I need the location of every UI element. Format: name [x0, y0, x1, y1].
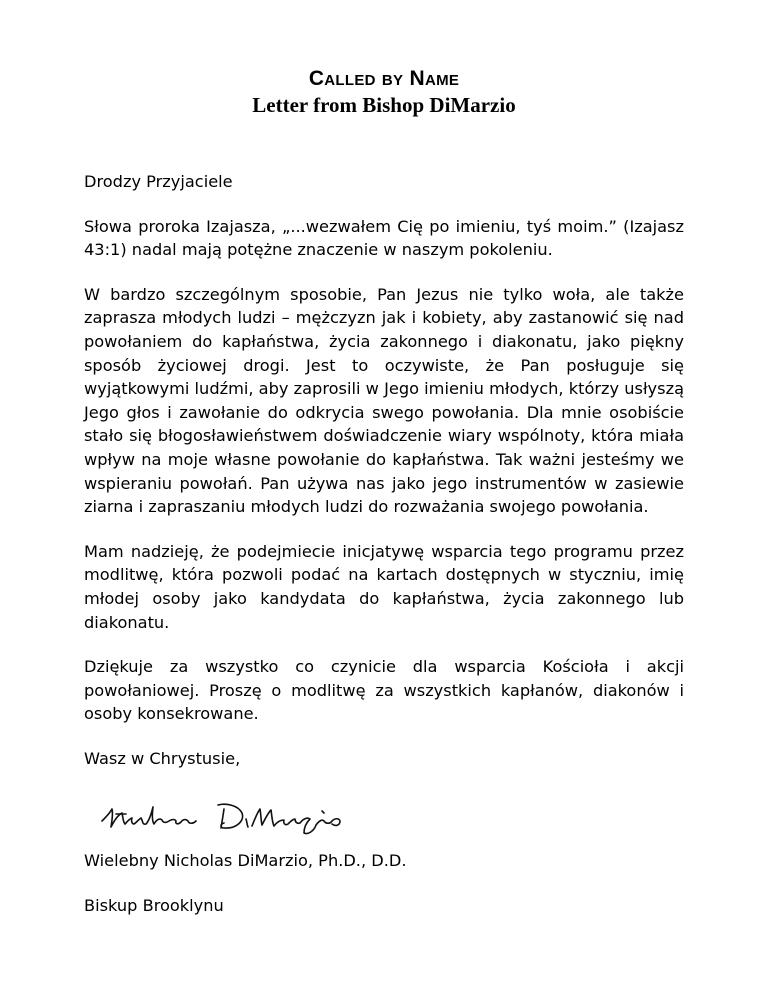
signer-name: Wielebny Nicholas DiMarzio, Ph.D., D.D.	[84, 851, 407, 871]
salutation: Drodzy Przyjaciele	[84, 172, 233, 191]
paragraph-1: Słowa proroka Izajasza, „...wezwałem Cię po imieniu, tyś moim.” (Izajasz 43:1) nadal mają potężne znaczenie w naszym pokoleniu.	[84, 216, 684, 260]
letter-body	[84, 170, 684, 939]
letter-subtitle: Letter from Bishop DiMarzio	[252, 93, 516, 117]
closing: Wasz w Chrystusie,	[84, 748, 241, 768]
handwritten-signature	[96, 791, 366, 843]
paragraph-4: Dziękuje za wszystko co czynicie dla wsparcia Kościoła i akcji powołaniowej. Proszę o modlitwę za wszystkich kapłanów, diakonów i osoby konsekrowane.	[84, 657, 684, 724]
letter-title: Called by Name	[308, 67, 460, 90]
paragraph-2: W bardzo szczególnym sposobie, Pan Jezus nie tylko woła, ale także zaprasza młodych ludzi – mężczyzn jak i kobiety, aby zastanowić się nad powołaniem do kapłaństwa, życia zakonnego i diakonatu, jako piękny sposób życiowej drogi. Jest to oczywiste, że Pan posługuje się wyjątkowymi ludźmi, aby zaprosili w Jego imieniu młodych, którzy usłyszą Jego głos i zawołanie do odkrycia swego powołania. Dla mnie osobiście stało się błogosławieństwem doświadczenie wiary wspólnoty, która miała wpływ na moje własne powołanie do kapłaństwa. Tak ważni jesteśmy we wspieraniu powołań. Pan używa nas jako jego instrumentów w zasiewie ziarna i zapraszaniu młodych ludzi do rozważania swojego powołania.	[84, 284, 684, 517]
paragraph-3: Mam nadzieję, że podejmiecie inicjatywę wsparcia tego programu przez modlitwę, która pozwoli podać na kartach dostępnych w styczniu, imię młodej osoby jako kandydata do kapłaństwa, życia zakonnego lub diakonatu.	[84, 541, 684, 632]
signer-title: Biskup Brooklynu	[84, 896, 224, 916]
letter-header	[0, 66, 768, 118]
